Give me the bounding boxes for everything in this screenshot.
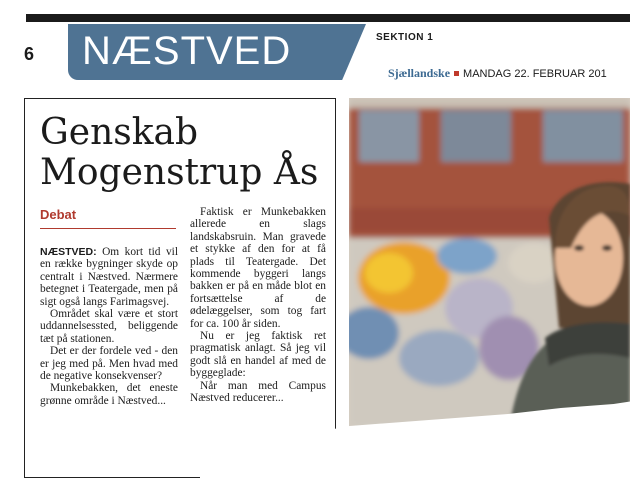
paragraph: Når man med Campus Næstved reducerer... (190, 379, 326, 405)
headline-line-1: Genskab (40, 112, 199, 153)
article-column-2 (190, 206, 326, 405)
brand-name: Sjællandske (388, 66, 451, 80)
section-label: SEKTION 1 (376, 32, 434, 43)
page-number: 6 (24, 44, 35, 64)
tag-underline (40, 228, 176, 229)
paragraph: Munkebakken, det eneste grønne område i Næstved... (40, 382, 178, 407)
masthead (388, 66, 607, 81)
paragraph: Området skal være et stort uddannelsessted, beliggende tæt på stationen. (40, 308, 178, 345)
photo-illustration (349, 98, 630, 428)
paragraph: Nu er jeg faktisk ret pragmatisk anlagt. Så jeg vil godt slå en handel af med de byggeglade: (190, 330, 326, 380)
section-title: NÆSTVED (82, 29, 292, 73)
article-headline (40, 113, 330, 193)
paragraph-text: Om kort tid vil en række bygninger skyde op centralt i Næstved. Nærmere betegnet i Teatergade, men på sigt også langs Farimagsvej. (40, 246, 178, 308)
headline-line-2: Mogenstrup Ås (40, 152, 319, 193)
top-rule (26, 14, 630, 22)
article-photo (349, 98, 630, 428)
article-column-1 (40, 246, 178, 407)
separator-square (454, 71, 459, 76)
article-tag: Debat (40, 207, 77, 222)
paragraph: Det er der fordele ved - den er jeg med på. Men hvad med de negative konsekvenser? (40, 345, 178, 383)
dateline: NÆSTVED: (40, 246, 97, 258)
paragraph: Faktisk er Munkebakken allerede en slags landskabsruin. Man gravede et stykke af den for at få plads til Teatergade. Det kommende byggeri langs bakken er på en måde blot en fortsættelse af de ødelæggelser, som tog fart for ca. 100 år siden. (190, 206, 326, 330)
paragraph (40, 246, 178, 308)
issue-date: MANDAG 22. FEBRUAR 201 (463, 68, 607, 80)
